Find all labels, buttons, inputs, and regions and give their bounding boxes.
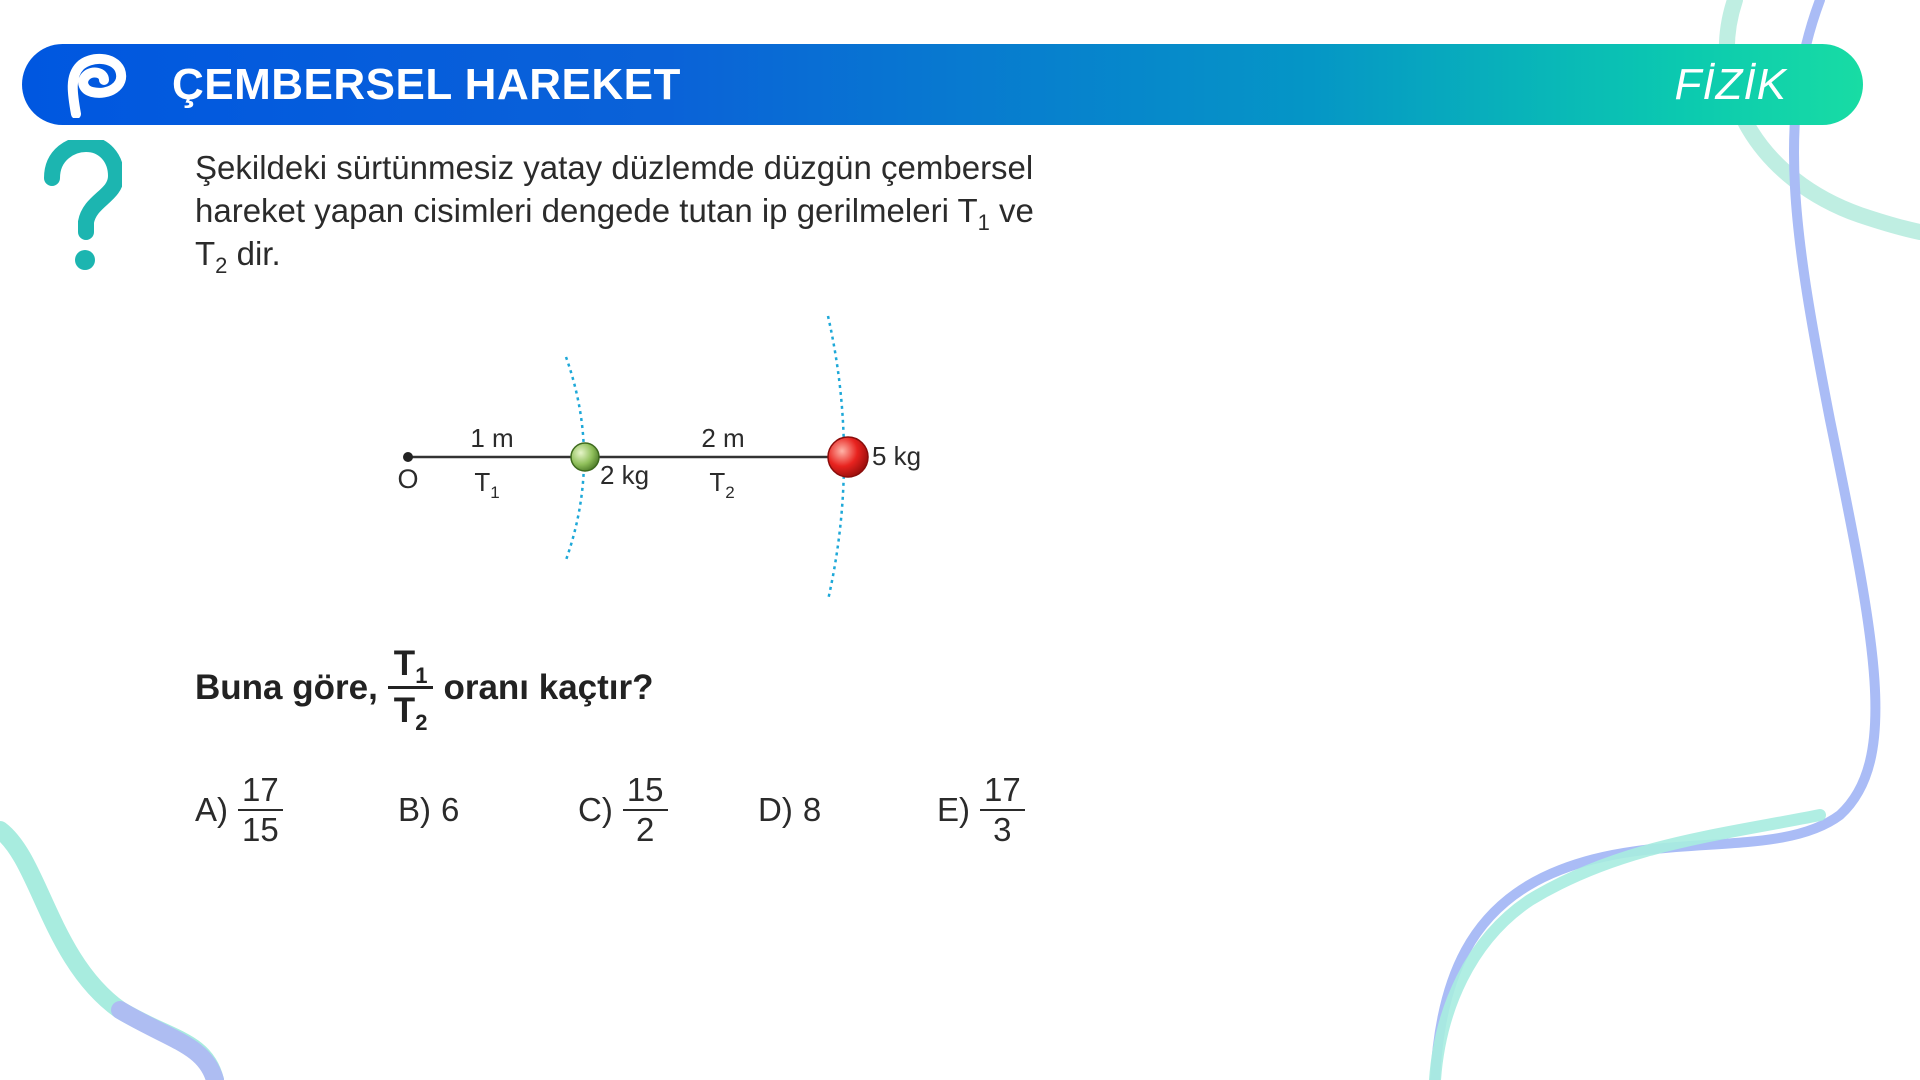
rotation-diagram [380, 310, 960, 605]
option-c[interactable] [578, 770, 668, 850]
question-mark-icon [42, 140, 122, 274]
ask-after: oranı kaçtır? [443, 667, 654, 707]
option-b[interactable] [398, 770, 459, 850]
ask-before: Buna göre, [195, 667, 378, 707]
question-end: dir. [227, 235, 281, 272]
header-bar [22, 44, 1863, 125]
option-e[interactable] [937, 770, 1025, 850]
segment-2-length: 2 m [701, 423, 745, 453]
subject-label: FİZİK [1674, 60, 1787, 109]
question-t1-sub: 1 [977, 210, 990, 235]
option-c-fraction: 15 2 [623, 771, 668, 849]
page-title: ÇEMBERSEL HAREKET [172, 60, 681, 109]
option-d-value: 8 [802, 791, 822, 828]
question-text [195, 146, 1135, 278]
logo-icon [62, 52, 132, 118]
question-after-t1: ve [989, 192, 1034, 229]
question-t2-sub: 2 [215, 253, 228, 278]
ratio-question [195, 630, 654, 745]
pivot-point [403, 452, 413, 462]
option-c-label: C) [578, 791, 613, 828]
mass-2kg-ball [571, 443, 599, 471]
decor-curve-bottom-left-blue [120, 1010, 215, 1080]
option-b-value: 6 [441, 791, 460, 828]
ratio-denominator: $T_2$ [393, 691, 428, 735]
option-b-label: B) [398, 791, 431, 828]
origin-label: O [397, 464, 419, 494]
question-t2: T [195, 235, 216, 272]
mass-2-label: 5 kg [872, 441, 922, 471]
option-e-label: E) [937, 791, 970, 828]
tension-2-label: $T_2$ [709, 467, 735, 502]
ratio-fraction [388, 644, 434, 735]
option-e-fraction: 17 3 [980, 771, 1025, 849]
mass-1-label: 2 kg [600, 460, 650, 490]
option-a-label: A) [195, 791, 228, 828]
segment-1-length: 1 m [470, 423, 514, 453]
question-line-2: hareket yapan cisimleri dengede tutan ip gerilmeleri T [195, 192, 978, 229]
ratio-numerator: $T_1$ [388, 644, 434, 689]
option-a-fraction: 17 15 [238, 771, 283, 849]
tension-1-label: $T_1$ [474, 467, 500, 502]
option-d[interactable] [758, 770, 821, 850]
decor-curve-right-teal [1435, 815, 1820, 1080]
option-d-label: D) [758, 791, 793, 828]
mass-5kg-ball [828, 437, 868, 477]
question-line-1: Şekildeki sürtünmesiz yatay düzlemde düzgün çembersel [195, 149, 1034, 186]
option-a[interactable] [195, 770, 283, 850]
